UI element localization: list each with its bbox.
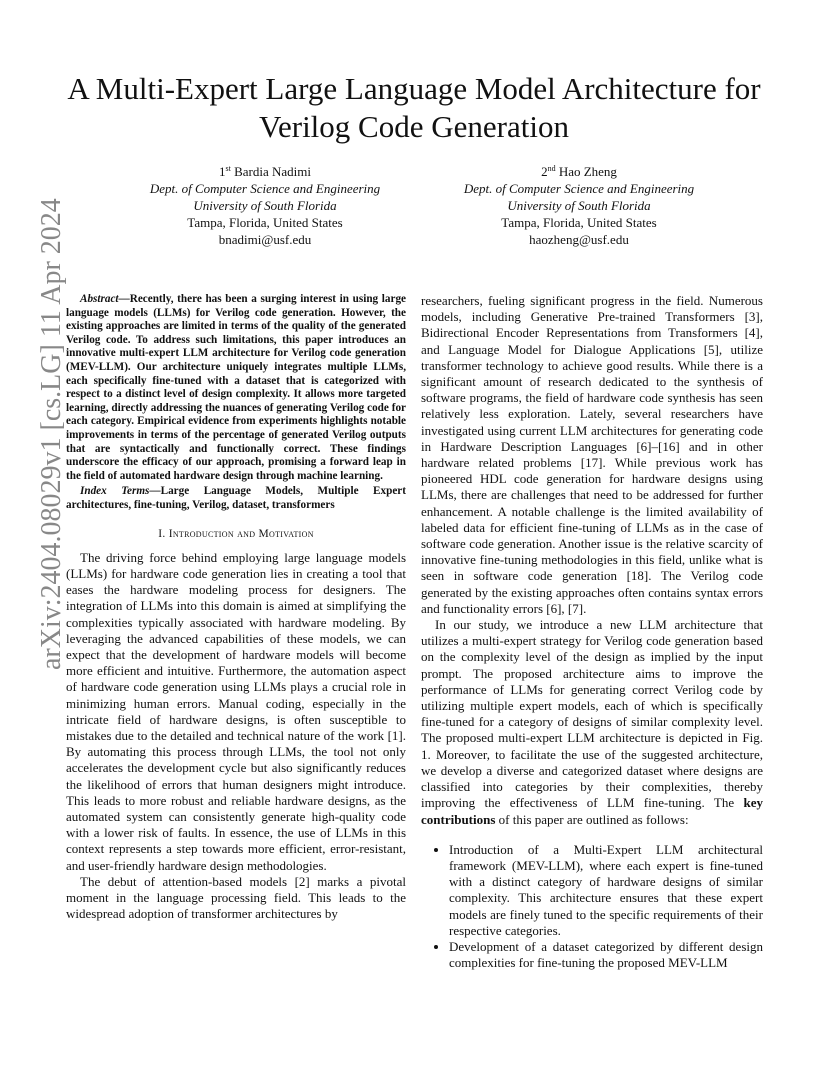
paragraph-intro-4: In our study, we introduce a new LLM architecture that utilizes a multi-expert strategy for Verilog code generation based on the complexity level of the design as implied by the input prompt. The proposed architecture aims to improve the performance of LLMs for generating correct Verilog code by utilizing multiple expert models, each of which is specifically fine-tuned for a category of designs of similar complexity level. The proposed multi-expert LLM architecture is depicted in Fig. 1. Moreover, to facilitate the use of the suggested architecture, we develop a diverse and categorized dataset where designs are classified into categories by their complexities, thereby improving the effectiveness of LLM fine-tuning. The key contributions of this paper are outlined as follows:: [421, 617, 763, 827]
author-location-1: Tampa, Florida, United States: [187, 215, 343, 230]
right-column: [421, 293, 763, 971]
author-univ-2: University of South Florida: [507, 198, 651, 213]
arxiv-watermark: arXiv:2404.08029v1 [cs.LG] 11 Apr 2024: [36, 198, 67, 670]
author-block-1: [100, 163, 430, 248]
author-name-2: 2nd Hao Zheng: [541, 164, 617, 179]
paragraph-intro-2: The debut of attention-based models [2] marks a pivotal moment in the language processing field. This leads to the widespread adoption of transformer architectures by: [66, 873, 406, 922]
author-dept-1: Dept. of Computer Science and Engineering: [149, 181, 381, 196]
paper-title: A Multi-Expert Large Language Model Architecture for Verilog Code Generation: [67, 71, 761, 144]
author-name-1: 1st Bardia Nadimi: [219, 164, 311, 179]
author-univ-1: University of South Florida: [193, 198, 337, 213]
abstract: Abstract—Recently, there has been a surging interest in using large language models (LLMs) for Verilog code generation. However, the existing approaches are limited in terms of the quality of the generated Verilog code. To address such limitations, this paper introduces an innovative multi-expert LLM architecture for Verilog code generation (MEV-LLM). Our architecture uniquely integrates multiple LLMs, each specifically fine-tuned with a dataset that is categorized with respect to a distinct level of design complexity. It allows more targeted learning, directly addressing the nuances of generating Verilog code for each category. Empirical evidence from experiments highlights notable improvements in terms of the percentage of generated Verilog outputs that are syntactically and functionally correct. These findings underscore the efficacy of our approach, promising a forward leap in the field of automated hardware design through machine learning.: [66, 293, 406, 482]
left-column: [66, 293, 406, 922]
index-terms: Index Terms—Large Language Models, Multiple Expert architectures, fine-tuning, Verilog, dataset, transformers: [66, 485, 406, 511]
contributions-list: [421, 842, 763, 972]
author-dept-2: Dept. of Computer Science and Engineering: [463, 181, 695, 196]
paragraph-intro-3: researchers, fueling significant progress in the field. Numerous models, including Generative Pre-trained Transformers [3], Bidirectional Encoder Representations from Transformers [4], and Language Model for Dialogue Applications [5], utilize transformer technology to achieve good results. While there is a significant amount of research dedicated to the synthesis of software programs, the field of hardware code synthesis has seen relatively less exploration. Lately, several researchers have investigated using current LLM architectures for generating code in Hardware Description Languages [6]–[16] and in other hardware related problems [17]. While previous work has pioneered HDL code generation for hardware designs using LLMs, there are challenges that need to be addressed for further enhancement. A notable challenge is the limited availability of labeled data for efficient fine-tuning of LLMs as in the case of software code generation. Another issue is the relative scarcity of innovative fine-tuning methodologies in this field, unlike what is seen in software code generation [18]. The Verilog code generated by the existing approaches often contains syntax errors and functionality errors [6], [7].: [421, 293, 763, 616]
section-heading: I. Introduction and Motivation: [158, 527, 314, 540]
list-item: • Introduction of a Multi-Expert LLM architectural framework (MEV-LLM), where each expert is fine-tuned with a distinct category of hardware designs of similar complexity. This architecture ensures that these expert models are finely tuned to the specific requirements of their respective categories.: [449, 842, 763, 939]
author-email-2: haozheng@usf.edu: [529, 232, 629, 247]
author-location-2: Tampa, Florida, United States: [501, 215, 657, 230]
paragraph-intro-1: The driving force behind employing large language models (LLMs) for hardware code generation lies in creating a tool that eases the hardware modeling process for designers. The integration of LLMs into this domain is aimed at simplifying the complexities typically associated with hardware modeling. By leveraging the advanced capabilities of these models, we can expect that the development of hardware models will become more efficient and intuitive. Furthermore, the automation aspect of hardware code generation using LLMs plays a crucial role in minimizing human errors. Manual coding, especially in the intricate field of hardware designs, is often susceptible to mistakes due to the detailed and technical nature of the work [1]. By automating this process through LLMs, the tool not only accelerates the development cycle but also significantly reduces the likelihood of errors that human designers might introduce. This leads to more robust and reliable hardware designs, as the automated system can consistently generate high-quality code with a lower risk of faults. In essence, the use of LLMs in this context represents a step towards more efficient, error-resistant, and user-friendly hardware design methodologies.: [66, 549, 406, 873]
author-block-2: [414, 163, 744, 248]
list-item: • Development of a dataset categorized by different design complexities for fine-tuning the proposed MEV-LLM: [449, 939, 763, 971]
author-email-1: bnadimi@usf.edu: [218, 232, 312, 247]
